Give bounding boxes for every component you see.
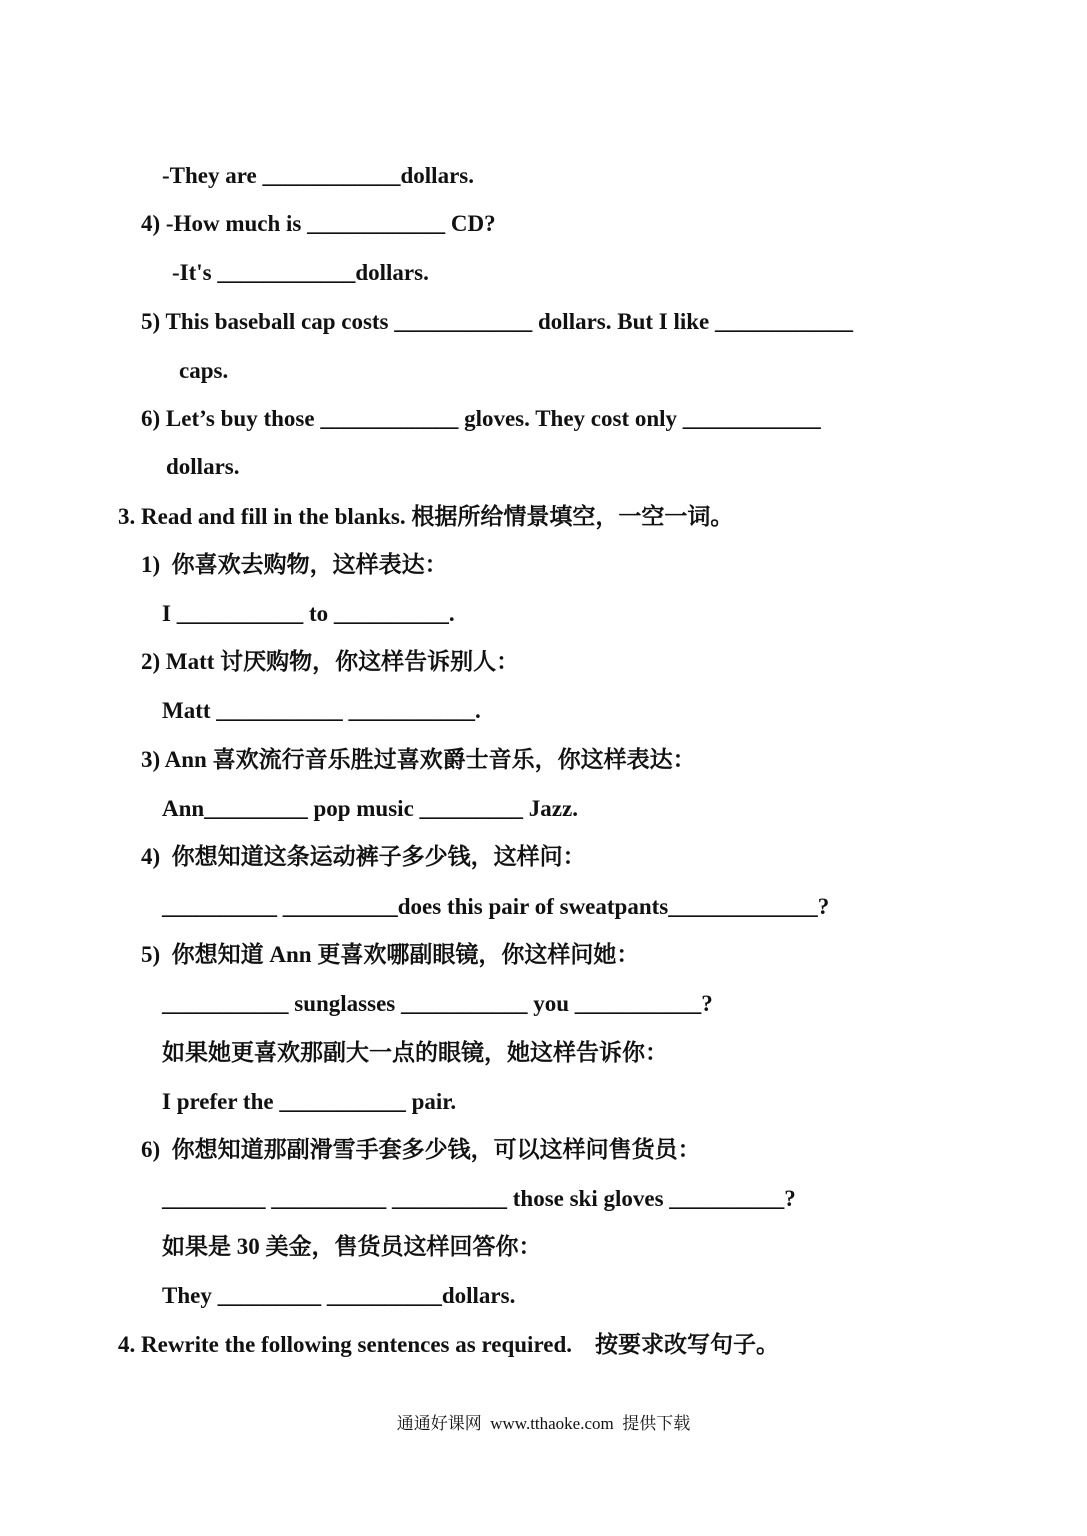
page-footer: 通通好课网 www.tthaoke.com 提供下载: [396, 1414, 691, 1433]
exercise-line: 6) Let’s buy those ____________ gloves. They cost only ____________: [141, 406, 821, 431]
exercise-line: Matt ___________ ___________.: [162, 698, 481, 723]
exercise-prompt: 如果是 30 美金，售货员这样回答你：: [162, 1234, 542, 1259]
exercise-prompt: 6) 你想知道那副滑雪手套多少钱，可以这样问售货员：: [141, 1137, 701, 1162]
exercise-prompt: 3) Ann 喜欢流行音乐胜过喜欢爵士音乐，你这样表达：: [141, 747, 696, 772]
exercise-line: _________ __________ __________ those ski gloves __________?: [162, 1186, 796, 1211]
exercise-line: ___________ sunglasses ___________ you ___________?: [162, 991, 713, 1016]
exercise-line: dollars.: [166, 454, 240, 479]
exercise-line: 5) This baseball cap costs ____________ dollars. But I like ____________: [141, 309, 854, 334]
exercise-prompt: 2) Matt 讨厌购物，你这样告诉别人：: [141, 649, 520, 674]
exercise-line: caps.: [179, 358, 229, 383]
exercise-line: I ___________ to __________.: [162, 601, 455, 626]
exercise-line: They _________ __________dollars.: [162, 1283, 516, 1308]
section-3-heading: 3. Read and fill in the blanks. 根据所给情景填空，一空一词。: [118, 504, 734, 529]
exercise-prompt: 5) 你想知道 Ann 更喜欢哪副眼镜，你这样问她：: [141, 942, 640, 967]
exercise-prompt: 如果她更喜欢那副大一点的眼镜，她这样告诉你：: [162, 1040, 668, 1065]
section-4-heading: 4. Rewrite the following sentences as required. 按要求改写句子。: [118, 1332, 779, 1357]
exercise-line: I prefer the ___________ pair.: [162, 1089, 457, 1114]
exercise-line: __________ __________does this pair of sweatpants_____________?: [162, 894, 830, 919]
exercise-line: -They are ____________dollars.: [162, 163, 474, 188]
exercise-line: 4) -How much is ____________ CD?: [141, 211, 496, 236]
exercise-line: Ann_________ pop music _________ Jazz.: [162, 796, 578, 821]
exercise-prompt: 4) 你想知道这条运动裤子多少钱，这样问：: [141, 844, 586, 869]
exercise-prompt: 1) 你喜欢去购物，这样表达：: [141, 552, 448, 577]
exercise-line: -It's ____________dollars.: [172, 260, 429, 285]
